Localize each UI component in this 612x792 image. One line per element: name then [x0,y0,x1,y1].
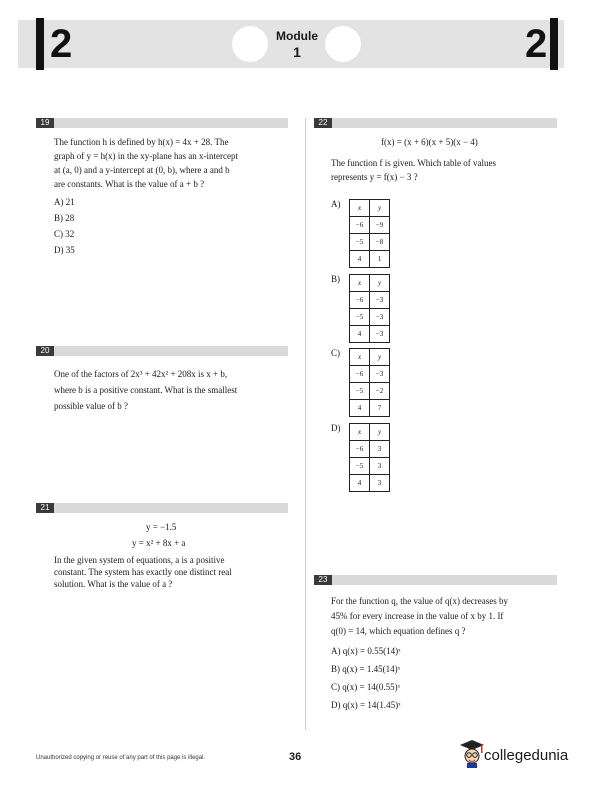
q23-line: q(0) = 14, which equation defines q ? [331,626,466,636]
table-cell: −3 [370,309,390,326]
table-cell: −6 [350,366,370,383]
option-b-letter[interactable]: B) [331,274,340,284]
question-23-text [331,594,561,639]
table-header-x: x [350,200,370,217]
table-cell: −5 [350,458,370,475]
question-22-text [331,156,561,184]
table-cell: −8 [370,234,390,251]
table-cell: 4 [350,475,370,492]
equation-1: y = −1.5 [146,522,177,532]
question-21-text [54,554,294,590]
table-header-x: x [350,424,370,441]
table-header-y: y [370,275,390,292]
question-19-text [54,135,294,191]
question-20-bar [36,346,288,356]
table-cell: 3 [370,475,390,492]
choice-c[interactable]: C) 32 [54,229,75,239]
table-cell: −3 [370,292,390,309]
table-header-y: y [370,424,390,441]
question-20-number: 20 [36,346,54,356]
page-number: 36 [289,751,302,763]
option-c-table[interactable] [349,348,390,417]
question-19-number: 19 [36,118,54,128]
question-21-number: 21 [36,503,54,513]
copyright-note: Unauthorized copying or reuse of any part of this page is illegal. [36,755,206,761]
question-20-text [54,367,294,413]
q23-line: For the function q, the value of q(x) decreases by [331,596,508,606]
option-a-table[interactable] [349,199,390,268]
header-band [18,20,564,68]
choice-b[interactable]: B) q(x) = 1.45(14)ˣ [331,664,401,674]
table-cell: −6 [350,292,370,309]
question-22-bar [314,118,557,128]
table-cell: −5 [350,234,370,251]
q21-line: solution. What is the value of a ? [54,579,173,589]
table-cell: −3 [370,366,390,383]
table-cell: 4 [350,326,370,343]
equation-2: y = x² + 8x + a [132,538,186,548]
choice-a[interactable]: A) 21 [54,197,75,207]
question-23-number: 23 [314,575,332,585]
module-label: Module [276,29,318,43]
table-cell: −5 [350,383,370,400]
table-header-x: x [350,349,370,366]
left-section-bar [36,18,44,70]
option-d-letter[interactable]: D) [331,423,341,433]
q21-line: constant. The system has exactly one distinct real [54,567,232,577]
section-number-right: 2 [525,22,548,66]
choice-b[interactable]: B) 28 [54,213,75,223]
table-cell: −9 [370,217,390,234]
option-c-letter[interactable]: C) [331,348,340,358]
question-23-bar [314,575,557,585]
question-21-bar [36,503,288,513]
table-cell: 4 [350,400,370,417]
option-d-table[interactable] [349,423,390,492]
table-cell: 4 [350,251,370,268]
table-header-y: y [370,349,390,366]
q22-line: represents y = f(x) − 3 ? [331,172,418,182]
q20-line: possible value of b ? [54,401,128,411]
table-cell: −2 [370,383,390,400]
brand-logo-text: collegedunia [484,747,569,764]
choice-d[interactable]: D) 35 [54,245,75,255]
right-section-bar [550,18,558,70]
question-19-bar [36,118,288,128]
table-cell: −6 [350,217,370,234]
table-cell: 7 [370,400,390,417]
q20-line: where b is a positive constant. What is the smallest [54,385,238,395]
question-22-number: 22 [314,118,332,128]
option-b-table[interactable] [349,274,390,343]
q19-line: The function h is defined by h(x) = 4x + 28. The [54,137,229,147]
question-23-choices [331,644,531,712]
q19-line: graph of y = h(x) in the xy-plane has an x-intercept [54,151,239,161]
table-header-y: y [370,200,390,217]
q22-line: The function f is given. Which table of values [331,158,497,168]
graduate-mascot-icon [459,738,485,768]
q23-line: 45% for every increase in the value of x by 1. If [331,611,504,621]
q20-line: One of the factors of 2x³ + 42x² + 208x is x + b, [54,369,228,379]
question-21-equations [132,520,266,550]
table-header-x: x [350,275,370,292]
choice-d[interactable]: D) q(x) = 14(1.45)ˣ [331,700,401,710]
q19-line: at (a, 0) and a y-intercept at (0, b), where a and b [54,165,230,175]
q19-line: are constants. What is the value of a + b ? [54,179,205,189]
choice-a[interactable]: A) q(x) = 0.55(14)ˣ [331,646,401,656]
table-cell: 3 [370,441,390,458]
table-cell: 1 [370,251,390,268]
table-cell: −6 [350,441,370,458]
choice-c[interactable]: C) q(x) = 14(0.55)ˣ [331,682,401,692]
table-cell: 3 [370,458,390,475]
table-cell: −3 [370,326,390,343]
question-19-choices [54,195,154,257]
module-number: 1 [293,44,301,60]
option-a-letter[interactable]: A) [331,199,341,209]
q21-line: In the given system of equations, a is a positive [54,555,225,565]
question-22-function: f(x) = (x + 6)(x + 5)(x − 4) [381,137,478,147]
table-cell: −5 [350,309,370,326]
column-divider [305,118,306,730]
section-number-left: 2 [50,22,73,66]
